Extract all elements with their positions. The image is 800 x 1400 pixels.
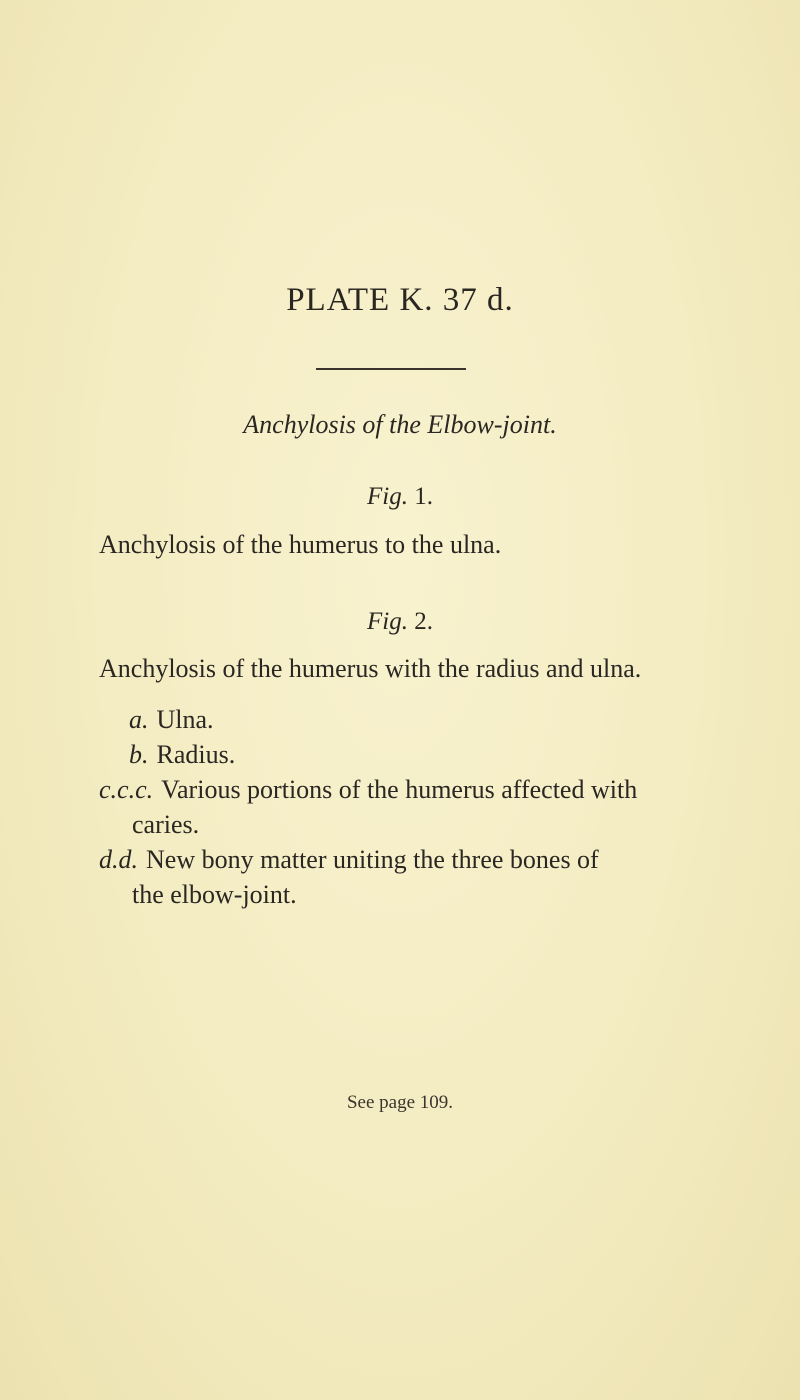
legend-text-continued: caries. bbox=[132, 810, 200, 839]
legend-item bbox=[99, 772, 739, 842]
legend-text: New bony matter uniting the three bones of bbox=[146, 845, 599, 874]
legend-item bbox=[99, 737, 739, 772]
legend-key: d.d. bbox=[99, 845, 138, 874]
legend-key: c.c.c. bbox=[99, 775, 154, 804]
legend-key: b. bbox=[129, 740, 149, 769]
figure-1-number: 1. bbox=[414, 483, 433, 510]
legend-item bbox=[99, 842, 739, 912]
plate-subtitle: Anchylosis of the Elbow-joint. bbox=[243, 410, 557, 439]
title-divider bbox=[316, 368, 466, 370]
legend-key: a. bbox=[129, 705, 149, 734]
legend-text: Ulna. bbox=[156, 705, 214, 734]
figure-2-description: Anchylosis of the humerus with the radius and ulna. bbox=[99, 654, 642, 683]
page-reference: See page 109. bbox=[346, 1092, 454, 1113]
plate-title: PLATE K. 37 d. bbox=[286, 282, 514, 318]
figure-2-label: Fig. bbox=[367, 608, 408, 635]
figure-1-description: Anchylosis of the humerus to the ulna. bbox=[99, 530, 502, 559]
figure-1-label: Fig. bbox=[367, 483, 408, 510]
figure-2-heading bbox=[0, 608, 800, 636]
legend-item bbox=[99, 702, 739, 737]
figure-legend bbox=[99, 702, 739, 912]
figure-1-heading bbox=[0, 483, 800, 511]
legend-text: Various portions of the humerus affected with bbox=[161, 775, 638, 804]
figure-2-number: 2. bbox=[414, 608, 433, 635]
legend-text: Radius. bbox=[156, 740, 236, 769]
legend-text-continued: the elbow-joint. bbox=[132, 880, 297, 909]
